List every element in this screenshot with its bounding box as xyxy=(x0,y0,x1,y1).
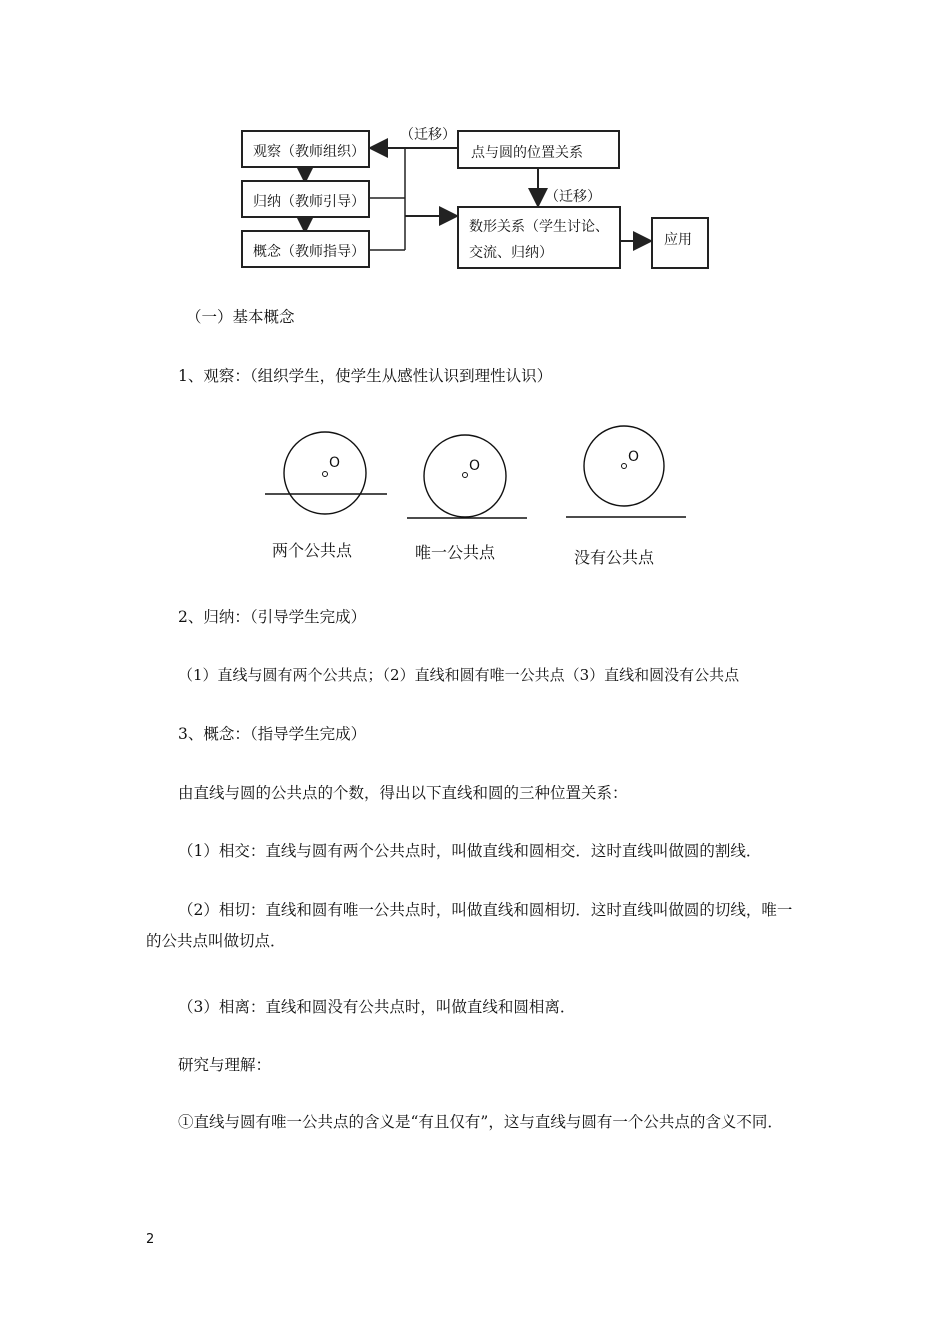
caption-two-points: 两个公共点 xyxy=(272,541,353,560)
definition-intersect: （1）相交：直线与圆有两个公共点时，叫做直线和圆相交．这时直线叫做圆的割线． xyxy=(178,842,762,860)
transfer-label-down: （迁移） xyxy=(545,189,601,205)
numform-line2: 交流、归纳） xyxy=(469,245,553,261)
item-induce: 2、归纳：（引导学生完成） xyxy=(178,608,367,626)
center-dot-2 xyxy=(463,473,468,478)
center-dot-3 xyxy=(622,464,627,469)
observe-label: 观察（教师组织） xyxy=(253,144,365,160)
item-observe: 1、观察：（组织学生，使学生从感性认识到理性认识） xyxy=(178,367,553,385)
study-title: 研究与理解： xyxy=(178,1056,272,1074)
definition-tangent: （2）相切：直线和圆有唯一公共点时，叫做直线和圆相切．这时直线叫做圆的切线，唯一的公共点叫做切点． xyxy=(146,901,793,950)
induce-label: 归纳（教师引导） xyxy=(253,194,365,210)
center-label-3: O xyxy=(628,449,640,465)
page-number: 2 xyxy=(146,1232,155,1247)
center-label-1: O xyxy=(329,455,341,471)
circle-figures-svg xyxy=(0,0,950,580)
definition-separate: （3）相离：直线和圆没有公共点时，叫做直线和圆相离． xyxy=(178,998,576,1016)
center-dot-1 xyxy=(323,472,328,477)
caption-no-point: 没有公共点 xyxy=(574,548,655,567)
section-title: （一）基本概念 xyxy=(186,308,295,326)
item-induce-detail: （1）直线与圆有两个公共点；（2）直线和圆有唯一公共点（3）直线和圆没有公共点 xyxy=(178,666,740,684)
concept-label: 概念（教师指导） xyxy=(253,244,365,260)
numform-line1: 数形关系（学生讨论、 xyxy=(469,219,609,235)
apply-label: 应用 xyxy=(664,232,692,248)
circle-secant xyxy=(284,432,366,514)
circle-tangent xyxy=(424,435,506,517)
concept-intro: 由直线与圆的公共点的个数，得出以下直线和圆的三种位置关系： xyxy=(178,784,628,802)
caption-one-point: 唯一公共点 xyxy=(415,543,496,562)
study-point-1: ①直线与圆有唯一公共点的含义是“有且仅有”，这与直线与圆有一个公共点的含义不同． xyxy=(178,1113,783,1131)
item-concept: 3、概念：（指导学生完成） xyxy=(178,725,367,743)
transfer-label-left: （迁移） xyxy=(400,127,456,143)
center-label-2: O xyxy=(469,458,481,474)
point-circle-label: 点与圆的位置关系 xyxy=(471,145,583,161)
circle-separate xyxy=(584,426,664,506)
